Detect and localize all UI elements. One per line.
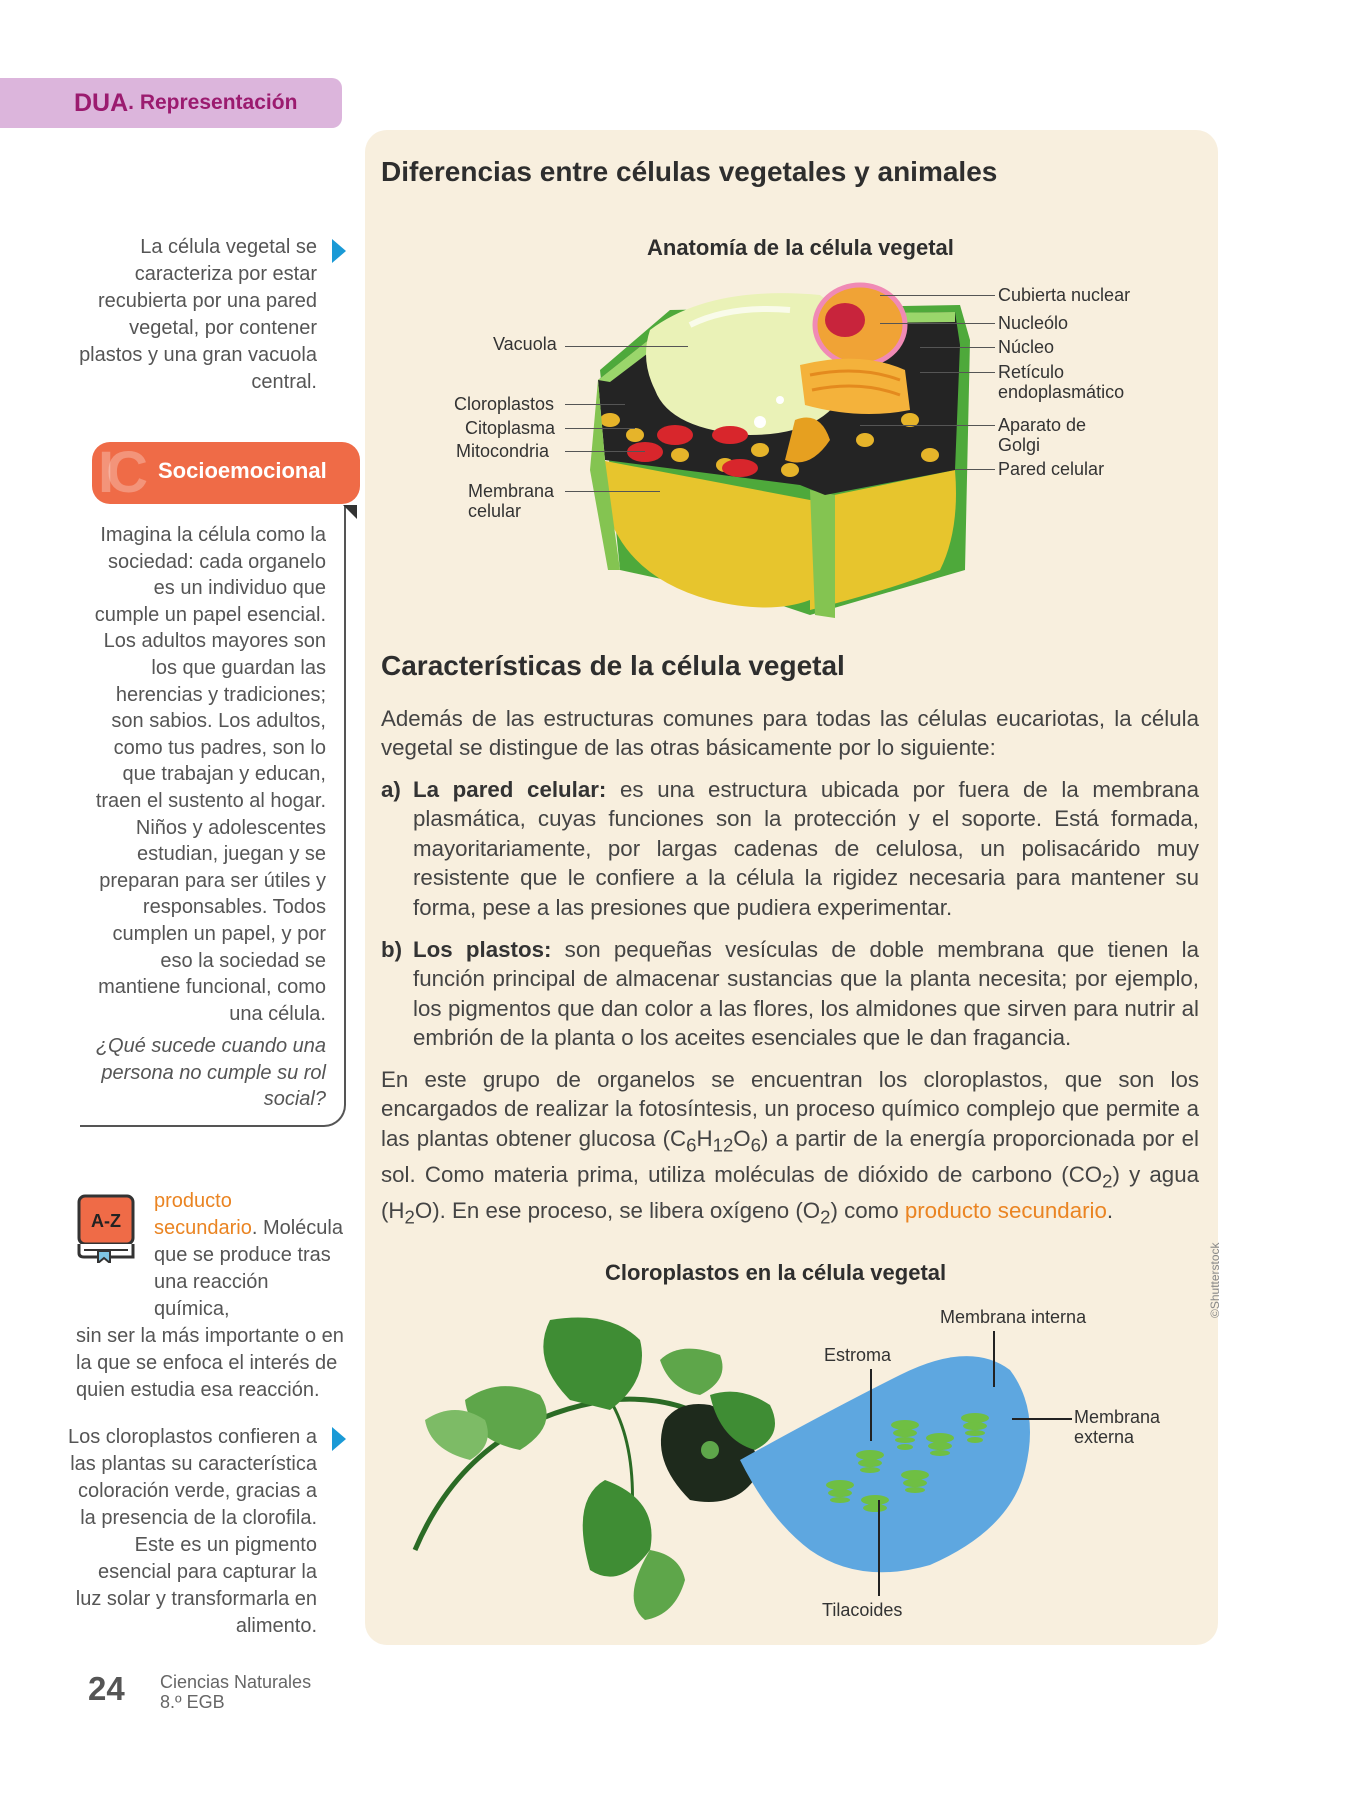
label-line: Aparato de <box>998 415 1087 435</box>
socio-line: cumple un papel esencial. <box>94 603 326 626</box>
leader-line <box>860 425 995 426</box>
label-nucleo: Núcleo <box>998 337 1055 357</box>
side-note-line: las plantas su característica <box>70 1453 317 1475</box>
side-note-line: La célula vegetal se <box>140 236 317 258</box>
leader-line <box>880 323 995 324</box>
label-cubierta-nuclear: Cubierta nuclear <box>998 285 1131 305</box>
side-note-line: Este es un pigmento <box>134 1534 317 1556</box>
item-a <box>381 775 1199 922</box>
label-pared-celular: Pared celular <box>998 459 1105 479</box>
leader-line <box>920 372 995 373</box>
side-note-line: luz solar y transformarla en <box>75 1588 317 1610</box>
side-note-chloroplast <box>60 1424 317 1640</box>
dua-label-strong: DUA <box>74 88 129 117</box>
para-text: ) a partir de la energía proporcionada por el sol. Como materia prima, utiliza moléculas de dióxido de carbono (CO <box>381 1125 1199 1187</box>
para-text: ) como <box>830 1197 905 1223</box>
label-line: celular <box>468 501 522 521</box>
label-line: Retículo <box>998 362 1065 382</box>
figure-2-title: Cloroplastos en la célula vegetal <box>605 1260 947 1285</box>
glossary-def-line: sin ser la más importante o en <box>76 1325 344 1347</box>
side-note-line: alimento. <box>235 1615 317 1637</box>
glossary-term: secundario <box>154 1217 252 1239</box>
socio-line: traen el sustento al hogar. <box>95 789 326 812</box>
intro-paragraph: Además de las estructuras comunes para todas las células eucariotas, la célula vegetal se distingue de las otras básicamente por lo siguiente: <box>381 706 1199 761</box>
dua-label-rest: . Representación <box>128 91 298 114</box>
side-note-line: coloración verde, gracias a <box>77 1480 317 1502</box>
para-text: En este grupo de organelos se encuentran los cloroplastos, que son los encargados de realizar la fotosíntesis, un proceso químico complejo que permite a las plantas obtener glucosa (C <box>381 1067 1199 1151</box>
item-marker: a) <box>381 777 401 802</box>
side-note-cell <box>60 234 317 396</box>
plant-cell-diagram <box>560 270 1020 630</box>
socioemocional-text <box>82 522 326 1113</box>
label-line: Membrana <box>468 481 555 501</box>
leader-line <box>1012 1418 1072 1420</box>
socio-line: mantiene funcional, como <box>98 976 326 999</box>
glossary-term: producto <box>154 1190 232 1212</box>
leader-line <box>565 428 635 429</box>
leader-line <box>955 469 995 470</box>
subscript: 6 <box>686 1134 697 1156</box>
socio-line: herencias y tradiciones; <box>115 683 326 706</box>
leader-line <box>565 346 688 347</box>
item-term: La pared celular: <box>413 777 607 802</box>
leader-line <box>565 404 625 405</box>
label-membrana-externa <box>1074 1407 1160 1447</box>
socio-line: es un individuo que <box>153 577 326 600</box>
label-estroma: Estroma <box>824 1345 892 1365</box>
side-note-line: recubierta por una pared <box>97 290 317 312</box>
glossary-icon-text: A-Z <box>91 1211 121 1231</box>
label-line: externa <box>1074 1427 1135 1447</box>
side-note-line: caracteriza por estar <box>134 263 317 285</box>
glossary-entry <box>76 1188 348 1404</box>
socio-line: Los adultos mayores son <box>103 630 326 653</box>
label-cloroplastos: Cloroplastos <box>454 394 555 414</box>
label-nucleolo: Nucleólo <box>998 313 1069 333</box>
subscript: 2 <box>404 1205 415 1227</box>
socio-line: Imagina la célula como la <box>100 524 326 546</box>
arrow-right-icon <box>332 1427 346 1451</box>
subscript: 2 <box>820 1205 831 1227</box>
leader-line <box>565 451 645 452</box>
glossary-def-line: quien estudia esa reacción. <box>76 1379 320 1401</box>
para-text: O <box>733 1125 751 1151</box>
figure-1-title: Anatomía de la célula vegetal <box>647 235 954 260</box>
glossary-def-line: que se produce tras <box>154 1244 331 1266</box>
side-note-line: Los cloroplastos confieren a <box>67 1426 317 1448</box>
label-citoplasma: Citoplasma <box>465 418 556 438</box>
photosynthesis-paragraph <box>381 1065 1199 1231</box>
para-text: . <box>1106 1197 1114 1223</box>
item-b <box>381 935 1199 1053</box>
corner-marker-icon <box>343 505 357 519</box>
side-note-line: central. <box>251 371 317 393</box>
socio-line: estudian, juegan y se <box>136 843 326 866</box>
socio-question-line: persona no cumple su rol <box>101 1061 326 1084</box>
socio-line: responsables. Todos <box>142 896 326 919</box>
label-vacuola: Vacuola <box>493 334 557 354</box>
label-mitocondria: Mitocondria <box>456 441 550 461</box>
leader-line <box>878 1500 880 1596</box>
label-membrana-celular <box>468 481 554 521</box>
label-reticulo <box>998 362 1124 402</box>
socio-line: cumplen un papel, y por <box>112 922 326 945</box>
leader-line <box>870 1369 872 1441</box>
leader-line <box>993 1331 995 1387</box>
para-text: H <box>696 1125 713 1151</box>
item-marker: b) <box>381 937 403 962</box>
subscript: 2 <box>1102 1170 1113 1192</box>
socio-line: los que guardan las <box>151 656 326 679</box>
leader-line <box>880 295 995 296</box>
item-text: es una estructura ubicada por fuera de la membrana plasmática, cuyas funciones son la protección y el soporte. Está formada, mayoritariamente, por largas cadenas de celulosa, un polisacárido muy resistente que le confiere a la célula la rigidez necesaria para mantener su forma, pese a las presiones que pudiera experimentar. <box>413 777 1199 920</box>
glossary-link[interactable]: producto secundario <box>904 1197 1107 1223</box>
socio-line: Niños y adolescentes <box>135 816 326 839</box>
side-note-line: vegetal, por contener <box>129 317 317 339</box>
socio-line: son sabios. Los adultos, <box>111 710 326 733</box>
socio-question-line: ¿Qué sucede cuando una <box>95 1035 326 1058</box>
para-text: ) y agua (H <box>381 1161 1199 1223</box>
dua-tab <box>0 78 342 128</box>
side-note-line: esencial para capturar la <box>97 1561 317 1583</box>
leader-line <box>920 347 995 348</box>
subscript: 6 <box>750 1134 761 1156</box>
chloroplast-diagram <box>410 1300 1050 1620</box>
label-line: Membrana <box>1074 1407 1161 1427</box>
socioemocional-icon: IC <box>98 442 140 504</box>
socio-line: sociedad: cada organelo <box>108 550 326 573</box>
glossary-def: . Molécula <box>251 1217 343 1239</box>
page-title: Diferencias entre células vegetales y animales <box>381 156 998 187</box>
leader-line <box>565 491 660 492</box>
glossary-def-line: una reacción química, <box>154 1271 269 1320</box>
book-title: Ciencias Naturales <box>160 1672 312 1692</box>
label-golgi <box>998 415 1086 455</box>
socio-line: que trabajan y educan, <box>122 763 326 786</box>
label-line: endoplasmático <box>998 382 1125 402</box>
socio-line: eso la sociedad se <box>160 949 326 972</box>
image-credit: ©Shutterstock <box>1208 1242 1222 1318</box>
socio-line: como tus padres, son lo <box>113 736 326 759</box>
socio-question-line: social? <box>263 1088 326 1111</box>
book-grade: 8.º EGB <box>160 1692 225 1712</box>
socio-line: preparan para ser útiles y <box>99 869 326 892</box>
socioemocional-header <box>92 442 360 504</box>
item-text: son pequeñas vesículas de doble membrana que tienen la función principal de almacenar sustancias que la planta necesita; por ejemplo, los pigmentos que dan color a las flores, los almidones que sirven para nutrir al embrión de la planta o los aceites esenciales que le dan fragancia. <box>413 937 1199 1051</box>
side-note-line: plastos y una gran vacuola <box>79 344 317 366</box>
arrow-right-icon <box>332 239 346 263</box>
label-line: Golgi <box>998 435 1041 455</box>
label-membrana-interna: Membrana interna <box>940 1307 1087 1327</box>
page-number: 24 <box>88 1670 125 1707</box>
label-tilacoides: Tilacoides <box>822 1600 903 1620</box>
socio-line: una célula. <box>229 1002 326 1025</box>
subscript: 12 <box>712 1134 734 1156</box>
para-text: O). En ese proceso, se libera oxígeno (O <box>414 1197 821 1223</box>
side-note-line: la presencia de la clorofila. <box>80 1507 317 1529</box>
book-info <box>160 1672 311 1712</box>
socioemocional-title: Socioemocional <box>158 458 327 483</box>
item-term: Los plastos: <box>413 937 552 962</box>
section-title: Características de la célula vegetal <box>381 650 845 681</box>
glossary-def-line: la que se enfoca el interés de <box>76 1352 338 1374</box>
